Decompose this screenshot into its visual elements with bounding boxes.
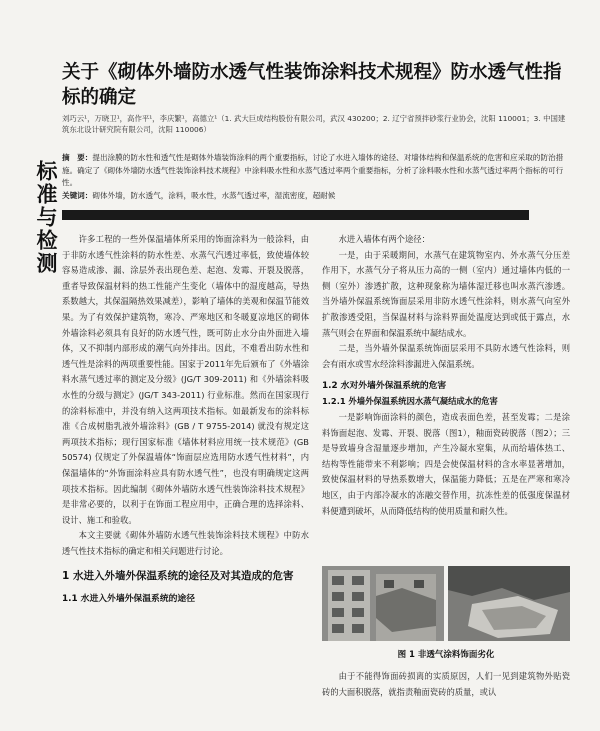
abstract-text: 提出涂膜的防水性和透气性是砌体外墙装饰涂料的两个重要指标，讨论了水进入墙体的途径、对墙体结构和保温系统的危害和应采取的防治措施。确定了《砌体外墙防水透气性装饰涂料技术规程》中涂料吸水性和水蒸气透过率两个重要指标，分析了涂料吸水性和水蒸气透过率两个指标的可行性。 — [62, 153, 564, 187]
section-heading-1-2-1: 1.2.1 外墙外保温系统因水蒸气凝结成水的危害 — [322, 396, 498, 407]
body-paragraph: 本文主要就《砌体外墙防水透气性装饰涂料技术规程》中防水透气性技术指标的确定和相关问题进行讨论。 — [62, 530, 309, 556]
left-column — [62, 232, 309, 607]
photo-building-facade — [322, 566, 444, 641]
body-paragraph: 水进入墙体有两个途径： — [338, 234, 430, 244]
right-column-continued — [322, 669, 570, 700]
section-side-label: 标准与检测 — [34, 160, 58, 275]
right-column — [322, 232, 570, 519]
keywords — [62, 190, 567, 203]
keywords-label: 关键词： — [62, 190, 93, 200]
keywords-text: 砌体外墙，防水透气，涂料，吸水性，水蒸气透过率，湿流密度，超耐候 — [92, 190, 336, 200]
body-paragraph: 一是，由于采暖期间，水蒸气在建筑物室内、外水蒸气分压差作用下，水蒸气分子将从压力高的一侧（室内）通过墙体内低的一侧（室外）渗透扩散，这种现象称为墙体湿迁移也叫水蒸汽渗透。当外墙外保温系统饰面层采用非防水透气性涂料，则水蒸气向室外扩散渗透受阻，当保温材料与涂料界面处温度达到或低于露点，水蒸气则会在界面和保温系统中凝结成水。 — [322, 249, 570, 338]
section-divider-bar — [62, 210, 529, 220]
figure-1-photos — [322, 566, 570, 641]
body-paragraph: 由于不能得饰面砖损离的实质原因，人们一见到建筑物外贴瓷砖的大面积脱落，就指责釉面瓷砖的质量，或认 — [322, 671, 570, 697]
body-paragraph: 许多工程的一些外保温墙体所采用的饰面涂料为一般涂料，由于非防水透气性涂料的防水性差、水蒸气汽透过率低，致使墙体较容易造成渗、漏、涂层外表出现色差、起泡、发霉、开裂及脱落，重者导致保温材料的热工性能产生变化（墙体中的湿度越高，导热系数越大，其保温隔热效果减差），影响了墙体的美观和保温节能效果。为了有效保护建筑物，寒冷、严寒地区和冬暖夏凉地区的砌体外墙涂料必须具有良好的防水透气性，既可防止水分由外面进入墙体，又不抑制内部形成的潮气向外排出。因此，不难看出防水性和透气性是涂料的两项重要性能。国家于2011年先后颁布了《外墙涂料水蒸气透过率的测定及分级》(JG/T 309-2011) 和《外墙涂料吸水性的分级与测定》(JG/T 343-2011) 行业标准。然而在国家现行的涂料标准中，并没有纳入这两项技术指标。如最新发布的涂料标准《合成树脂乳液外墙涂料》(GB / T 9755-2014) 就没有规定这两项技术指标；现行国家标准《墙体材料应用统一技术规范》(GB 50574) 仅规定了外保温墙体“饰面层应选用防水透气性材料”，内保温墙体的“外饰面涂料应具有防水透气性”，也没有明确规定这两项技术指标。因此编制《砌体外墙防水透气性装饰涂料技术规程》是非常必要的，以利于在饰面工程应用中，正确合理的选择涂料、设计、施工和验收。 — [62, 234, 309, 525]
section-heading-1-1: 1.1 水进入外墙外保温系统的途径 — [62, 594, 196, 605]
body-paragraph: 二是，当外墙外保温系统饰面层采用不具防水透气性涂料，则会有雨水或雪水经涂料渗漏进入保温系统。 — [322, 343, 570, 369]
abstract-block — [62, 152, 567, 202]
figure-1-caption: 图 1 非透气涂料饰面劣化 — [397, 650, 495, 660]
section-heading-1-2: 1.2 水对外墙外保温系统的危害 — [322, 381, 447, 392]
section-heading-1: 1 水进入外墙外保温系统的途径及对其造成的危害 — [62, 570, 294, 583]
body-paragraph: 一是影响饰面涂料的颜色，造成表面色差，甚至发霉；二是涂料饰面起泡、发霉、开裂、脱落（图1），釉面瓷砖脱落（图2）；三是导致墙身含湿量逐步增加，产生冷凝水窒集，从而给墙体热工、结构等性能带来不利影响；四是会使保温材料的含水率显著增加，致使保温材料的导热系数增大，保温能力降低；五是在严寒和寒冷地区，由于内部冷凝水的冻融交替作用，抗冻性差的低强度保温材料便遭到破坏，从而降低结构的使用质量和耐久性。 — [322, 411, 570, 516]
author-affiliations: 刘巧云¹，万晓卫¹，高作平¹，李庆繁¹，高德立¹（1. 武大巨成结构股份有限公司，武汉 430200；2. 辽宁省预拌砂浆行业协会，沈阳 110001；3. 中国建筑东北设计研究院有限公司，沈阳 110006） — [62, 114, 566, 134]
paper-title: 关于《砌体外墙防水透气性装饰涂料技术规程》防水透气性指标的确定 — [62, 62, 562, 108]
abstract — [62, 152, 567, 190]
photo-peeling-coating — [448, 566, 570, 641]
abstract-label: 摘 要： — [62, 153, 93, 162]
